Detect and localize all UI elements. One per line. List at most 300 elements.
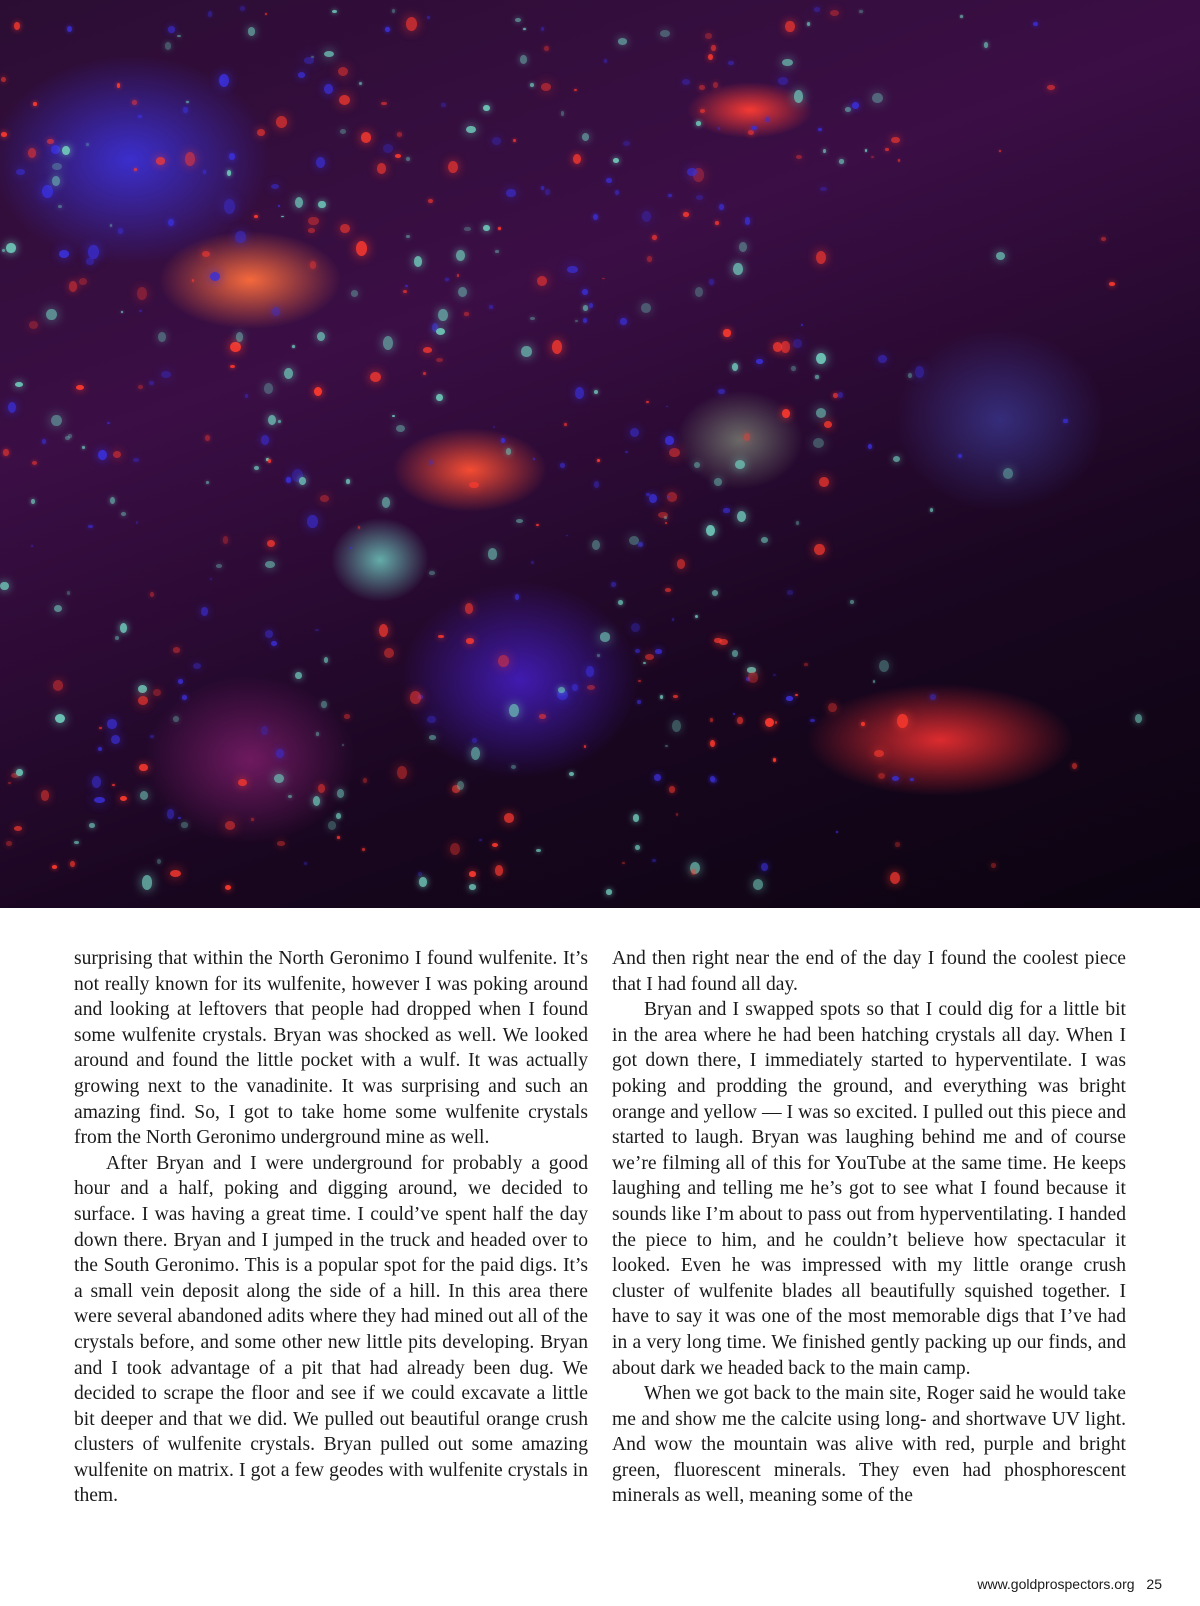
mineral-glow-speck [436, 328, 446, 335]
mineral-glow-speck [138, 696, 148, 705]
mineral-glow-speck [813, 438, 824, 448]
mineral-glow-speck [138, 115, 142, 118]
mineral-glow-speck [224, 199, 235, 214]
mineral-glow-speck [930, 508, 933, 512]
mineral-glow-speck [51, 145, 60, 154]
mineral-glow-speck [70, 861, 75, 867]
mineral-glow-speck [810, 719, 815, 722]
mineral-glow-speck [622, 862, 625, 864]
mineral-glow-speck [695, 615, 698, 618]
mineral-glow-speck [871, 156, 874, 158]
mineral-glow-speck [115, 636, 119, 640]
mineral-glow-speck [254, 466, 259, 471]
mineral-glow-speck [31, 499, 35, 504]
mineral-glow-speck [379, 624, 388, 637]
mineral-glow-speck [818, 128, 822, 131]
mineral-glow-speck [423, 347, 432, 353]
mineral-glow-speck [308, 228, 316, 233]
mineral-glow-speck [254, 215, 258, 219]
mineral-glow-speck [202, 251, 210, 257]
mineral-glow-speck [533, 458, 535, 460]
mineral-glow-speck [509, 704, 519, 717]
mineral-glow-speck [52, 176, 60, 186]
mineral-glow-speck [429, 460, 433, 465]
mineral-glow-speck [142, 875, 153, 890]
mineral-glow-speck [42, 439, 46, 444]
mineral-glow-speck [649, 494, 657, 503]
mineral-glow-speck [930, 694, 936, 700]
mineral-glow-speck [836, 831, 838, 833]
mineral-glow-speck [859, 10, 862, 13]
mineral-glow-speck [138, 685, 147, 693]
mineral-glow-speck [782, 409, 790, 418]
mineral-glow-speck [278, 420, 281, 423]
mineral-glow-speck [530, 83, 534, 87]
mineral-glow-speck [575, 320, 578, 322]
mineral-glow-speck [225, 885, 232, 891]
mineral-glow-speck [828, 703, 836, 712]
mineral-glow-speck [238, 779, 247, 787]
mineral-glow-speck [611, 582, 615, 587]
mineral-glow-speck [839, 159, 844, 163]
mineral-glow-speck [666, 406, 668, 408]
mineral-glow-speck [86, 258, 94, 266]
mineral-glow-speck [227, 170, 232, 176]
mineral-glow-speck [582, 289, 588, 295]
mineral-glow-speck [267, 540, 275, 547]
mineral-glow-speck [536, 849, 541, 852]
mineral-glow-speck [530, 317, 535, 320]
mineral-glow-speck [775, 721, 778, 724]
mineral-glow-speck [356, 241, 367, 256]
mineral-glow-speck [513, 139, 516, 143]
mineral-glow-speck [321, 701, 326, 708]
mineral-glow-speck [3, 449, 8, 456]
mineral-glow-speck [88, 525, 93, 528]
mineral-glow-speck [606, 178, 612, 183]
mineral-glow-speck [541, 186, 544, 190]
mineral-glow-speck [1047, 85, 1054, 90]
mineral-glow-speck [582, 133, 590, 141]
mineral-glow-speck [600, 632, 611, 641]
mineral-glow-speck [15, 382, 23, 388]
mineral-glow-speck [177, 35, 181, 37]
mineral-glow-speck [694, 462, 701, 469]
mineral-glow-speck [261, 435, 269, 445]
mineral-glow-speck [816, 408, 827, 418]
mineral-glow-speck [89, 823, 95, 828]
mineral-glow-speck [406, 235, 410, 238]
mineral-glow-speck [672, 618, 674, 621]
article-paragraph: And then right near the end of the day I found the coolest piece that I had found all day. [612, 948, 1126, 995]
article-paragraph: When we got back to the main site, Roger said he would take me and show me the calcite using long- and shortwave UV light. And wow the mountain was alive with red, purple and bright green, fluorescent minerals. They even had phosphorescent minerals as well, meaning some of the [612, 1383, 1126, 1507]
mineral-glow-speck [62, 146, 70, 155]
mineral-glow-speck [318, 784, 325, 793]
mineral-glow-speck [630, 428, 639, 437]
mineral-glow-speck [732, 363, 738, 370]
mineral-glow-speck [157, 859, 161, 864]
mineral-glow-speck [245, 394, 249, 398]
mineral-glow-speck [898, 159, 900, 161]
mineral-glow-speck [8, 782, 11, 785]
mineral-glow-speck [358, 526, 360, 529]
mineral-glow-speck [406, 17, 417, 31]
mineral-glow-speck [795, 694, 798, 696]
mineral-glow-speck [53, 680, 63, 690]
mineral-glow-speck [718, 389, 724, 394]
mineral-glow-speck [346, 479, 350, 484]
article-paragraph: surprising that within the North Geronimo I found wulfenite. It’s not really known for its wulfenite, however I was poking around and looking at leftovers that people had dropped when I found some wulfenite crystals. Bryan was shocked as well. We looked around and found the little pocket with a wulf. It was actually growing next to the vanadinite. It was surprising and such an amazing find. So, I got to take home some wulfenite crystals from the North Geronimo underground mine as well. [74, 948, 588, 1149]
page-number: 25 [1146, 1576, 1162, 1592]
mineral-glow-speck [41, 790, 50, 801]
mineral-glow-speck [186, 101, 188, 103]
mineral-glow-speck [506, 189, 516, 198]
mineral-glow-speck [715, 221, 719, 225]
mineral-glow-speck [395, 154, 402, 158]
mineral-glow-speck [620, 318, 627, 326]
mineral-glow-speck [1003, 468, 1013, 479]
mineral-glow-speck [996, 252, 1005, 260]
mineral-glow-speck [493, 426, 495, 428]
mineral-glow-speck [641, 303, 651, 313]
mineral-glow-speck [879, 660, 889, 672]
mineral-glow-speck [531, 561, 534, 564]
mineral-glow-speck [448, 161, 458, 173]
mineral-glow-speck [594, 481, 599, 488]
mineral-glow-speck [112, 784, 115, 786]
mineral-glow-speck [637, 700, 641, 704]
mineral-glow-speck [261, 726, 269, 736]
mineral-glow-speck [672, 720, 681, 732]
mineral-glow-speck [539, 714, 546, 719]
mineral-glow-speck [625, 451, 628, 453]
mineral-glow-speck [781, 341, 790, 352]
mineral-glow-speck [469, 482, 479, 489]
mineral-glow-speck [8, 402, 17, 414]
mineral-glow-speck [492, 843, 498, 847]
mineral-glow-speck [342, 744, 344, 746]
mineral-glow-speck [594, 390, 598, 394]
mineral-glow-speck [359, 82, 362, 85]
mineral-glow-speck [545, 189, 550, 196]
mineral-glow-speck [791, 366, 796, 371]
mineral-glow-speck [908, 373, 912, 378]
mineral-glow-speck [264, 383, 273, 394]
mineral-glow-speck [915, 366, 924, 378]
mineral-glow-speck [558, 687, 564, 693]
mineral-glow-speck [332, 10, 337, 13]
mineral-glow-speck [713, 82, 719, 89]
mineral-glow-speck [392, 415, 396, 417]
mineral-glow-speck [999, 150, 1001, 151]
mineral-glow-speck [265, 561, 274, 568]
mineral-glow-speck [315, 629, 319, 632]
mineral-glow-speck [79, 278, 87, 285]
mineral-glow-speck [569, 772, 574, 777]
mineral-glow-speck [308, 217, 318, 226]
mineral-glow-speck [277, 841, 285, 846]
mineral-glow-speck [597, 654, 600, 656]
mineral-glow-speck [773, 342, 782, 351]
mineral-glow-speck [604, 59, 607, 63]
mineral-glow-speck [86, 143, 89, 147]
mineral-glow-speck [735, 460, 745, 469]
mineral-glow-speck [658, 512, 668, 519]
mineral-glow-speck [120, 796, 128, 802]
mineral-glow-speck [618, 600, 623, 605]
mineral-glow-speck [1, 132, 7, 137]
mineral-glow-speck [418, 872, 422, 876]
mineral-glow-speck [891, 137, 899, 143]
mineral-glow-speck [850, 600, 855, 604]
mineral-glow-speck [592, 540, 600, 550]
mineral-glow-speck [838, 392, 843, 398]
mineral-glow-speck [623, 141, 630, 146]
mineral-glow-speck [6, 841, 12, 846]
mineral-glow-speck [910, 778, 914, 782]
mineral-glow-speck [137, 287, 147, 300]
mineral-glow-speck [501, 438, 505, 443]
mineral-glow-speck [59, 250, 69, 258]
mineral-glow-speck [516, 519, 523, 523]
mineral-glow-speck [1109, 282, 1115, 285]
mineral-glow-speck [456, 250, 464, 261]
mineral-glow-speck [709, 279, 713, 285]
mineral-glow-speck [286, 477, 291, 482]
mineral-glow-speck [873, 680, 875, 683]
mineral-glow-speck [745, 217, 751, 225]
mineral-glow-speck [16, 169, 25, 175]
mineral-glow-speck [668, 194, 671, 197]
mineral-glow-speck [458, 287, 467, 298]
mineral-glow-speck [652, 859, 656, 863]
mineral-glow-speck [583, 305, 588, 311]
mineral-glow-speck [429, 571, 434, 576]
mineral-glow-speck [665, 436, 674, 445]
mineral-glow-speck [676, 813, 678, 815]
mineral-glow-speck [295, 672, 302, 680]
website-url: www.goldprospectors.org [977, 1576, 1135, 1592]
mineral-glow-speck [193, 663, 201, 669]
mineral-glow-speck [336, 813, 341, 819]
mineral-glow-speck [318, 201, 325, 208]
mineral-glow-speck [182, 695, 187, 700]
mineral-glow-speck [67, 26, 72, 32]
mineral-glow-speck [173, 647, 180, 652]
mineral-glow-speck [52, 865, 57, 868]
mineral-glow-speck [405, 285, 407, 287]
mineral-glow-speck [786, 696, 793, 701]
mineral-glow-speck [340, 224, 350, 233]
mineral-glow-speck [31, 545, 33, 548]
mineral-glow-speck [271, 641, 277, 646]
mineral-glow-speck [350, 547, 353, 549]
mineral-glow-speck [450, 843, 460, 856]
mineral-glow-speck [683, 212, 689, 217]
mineral-glow-speck [121, 512, 126, 516]
mineral-glow-speck [397, 766, 408, 779]
mineral-glow-speck [445, 278, 448, 281]
mineral-glow-speck [660, 695, 663, 700]
mineral-glow-speck [861, 722, 865, 726]
mineral-glow-speck [677, 559, 686, 569]
mineral-glow-speck [201, 607, 209, 616]
mineral-glow-speck [153, 689, 161, 696]
mineral-glow-speck [705, 33, 712, 38]
mineral-glow-speck [635, 649, 640, 653]
mineral-glow-speck [339, 95, 350, 105]
mineral-glow-speck [94, 797, 105, 804]
mineral-glow-speck [669, 448, 680, 457]
mineral-glow-speck [573, 154, 581, 164]
mineral-glow-speck [167, 809, 174, 818]
mineral-glow-speck [778, 77, 788, 85]
mineral-glow-speck [436, 394, 443, 402]
mineral-glow-speck [314, 387, 322, 396]
mineral-glow-speck [466, 638, 474, 643]
mineral-glow-speck [92, 776, 101, 788]
mineral-glow-speck [646, 493, 649, 496]
mineral-glow-speck [583, 318, 587, 323]
mineral-glow-speck [504, 813, 514, 823]
mineral-glow-speck [98, 747, 102, 751]
mineral-glow-speck [696, 121, 701, 125]
mineral-glow-speck [728, 61, 734, 65]
mineral-glow-speck [178, 817, 181, 819]
mineral-glow-speck [737, 717, 742, 724]
mineral-glow-speck [223, 536, 229, 544]
mineral-glow-speck [642, 211, 651, 222]
mineral-glow-speck [392, 9, 395, 12]
mineral-glow-speck [498, 227, 500, 230]
mineral-glow-speck [584, 745, 587, 747]
mineral-glow-speck [682, 79, 690, 85]
mineral-glow-speck [536, 524, 539, 526]
mineral-glow-speck [168, 219, 174, 227]
mineral-glow-speck [1063, 419, 1067, 423]
mineral-glow-speck [804, 663, 807, 666]
mineral-glow-speck [647, 256, 652, 262]
mineral-glow-speck [428, 199, 433, 203]
mineral-glow-speck [206, 481, 209, 484]
mineral-glow-speck [337, 836, 340, 839]
mineral-glow-speck [295, 197, 304, 209]
mineral-glow-speck [629, 536, 639, 545]
mineral-glow-speck [711, 45, 716, 51]
mineral-glow-speck [110, 224, 112, 227]
mineral-glow-speck [495, 250, 499, 253]
mineral-glow-speck [16, 769, 22, 776]
mineral-glow-speck [288, 795, 292, 798]
mineral-glow-speck [316, 157, 325, 168]
mineral-glow-speck [960, 15, 962, 18]
mineral-glow-speck [313, 796, 320, 806]
mineral-glow-speck [324, 84, 333, 95]
mineral-glow-speck [654, 774, 661, 781]
mineral-glow-speck [667, 496, 670, 498]
mineral-glow-speck [120, 623, 127, 633]
mineral-glow-speck [324, 657, 329, 663]
mineral-glow-speck [54, 605, 63, 612]
mineral-glow-speck [521, 346, 531, 357]
mineral-glow-speck [479, 839, 482, 841]
mineral-glow-speck [42, 185, 53, 198]
mineral-glow-speck [185, 152, 195, 166]
mineral-glow-speck [457, 781, 464, 790]
mineral-glow-speck [113, 451, 122, 459]
mineral-glow-speck [168, 26, 175, 33]
mineral-glow-speck [51, 415, 62, 427]
mineral-glow-speck [457, 274, 460, 276]
mineral-glow-speck [874, 750, 884, 757]
mineral-glow-speck [515, 594, 519, 600]
mineral-glow-speck [156, 157, 165, 164]
mineral-glow-speck [711, 778, 717, 782]
mineral-glow-speck [410, 691, 420, 704]
mineral-glow-speck [361, 132, 371, 142]
mineral-glow-speck [397, 132, 402, 136]
mineral-glow-speck [691, 869, 696, 875]
mineral-glow-speck [773, 758, 776, 762]
mineral-glow-speck [161, 371, 171, 378]
mineral-glow-speck [52, 163, 62, 170]
mineral-glow-speck [665, 588, 671, 592]
mineral-glow-speck [429, 735, 437, 740]
mineral-glow-speck [696, 195, 703, 199]
mineral-glow-speck [748, 672, 759, 683]
mineral-glow-speck [561, 111, 565, 116]
mineral-glow-speck [436, 358, 443, 362]
mineral-glow-speck [133, 458, 139, 462]
mineral-glow-speck [136, 521, 138, 524]
mineral-glow-speck [751, 126, 756, 130]
mineral-glow-speck [645, 654, 654, 660]
mineral-glow-speck [181, 822, 187, 827]
mineral-glow-speck [613, 158, 619, 163]
mineral-glow-speck [351, 290, 359, 297]
mineral-glow-speck [278, 205, 280, 207]
mineral-glow-speck [633, 814, 640, 822]
mineral-glow-speck [816, 251, 826, 264]
mineral-glow-speck [324, 51, 334, 57]
mineral-glow-speck [472, 738, 477, 743]
mineral-glow-speck [149, 381, 154, 385]
mineral-glow-speck [958, 454, 963, 459]
mineral-glow-speck [438, 309, 447, 321]
mineral-glow-speck [665, 745, 668, 747]
mineral-glow-speck [687, 168, 697, 176]
mineral-glow-speck [739, 242, 747, 252]
mineral-glow-speck [991, 863, 997, 868]
mineral-glow-speck [107, 719, 116, 728]
mineral-glow-speck [560, 463, 565, 467]
page-footer [977, 1576, 1162, 1592]
mineral-glow-speck [602, 278, 604, 279]
mineral-glow-speck [761, 537, 768, 543]
mineral-glow-speck [385, 27, 389, 32]
mineral-glow-speck [55, 714, 65, 723]
mineral-glow-speck [29, 321, 38, 329]
mineral-glow-speck [230, 365, 235, 368]
mineral-glow-speck [299, 477, 306, 485]
mineral-glow-speck [660, 30, 669, 37]
mineral-glow-speck [225, 821, 236, 830]
mineral-glow-speck [643, 662, 646, 664]
mineral-glow-speck [338, 67, 349, 77]
mineral-glow-speck [396, 425, 405, 432]
mineral-glow-speck [1, 77, 7, 83]
mineral-glow-speck [575, 387, 584, 400]
